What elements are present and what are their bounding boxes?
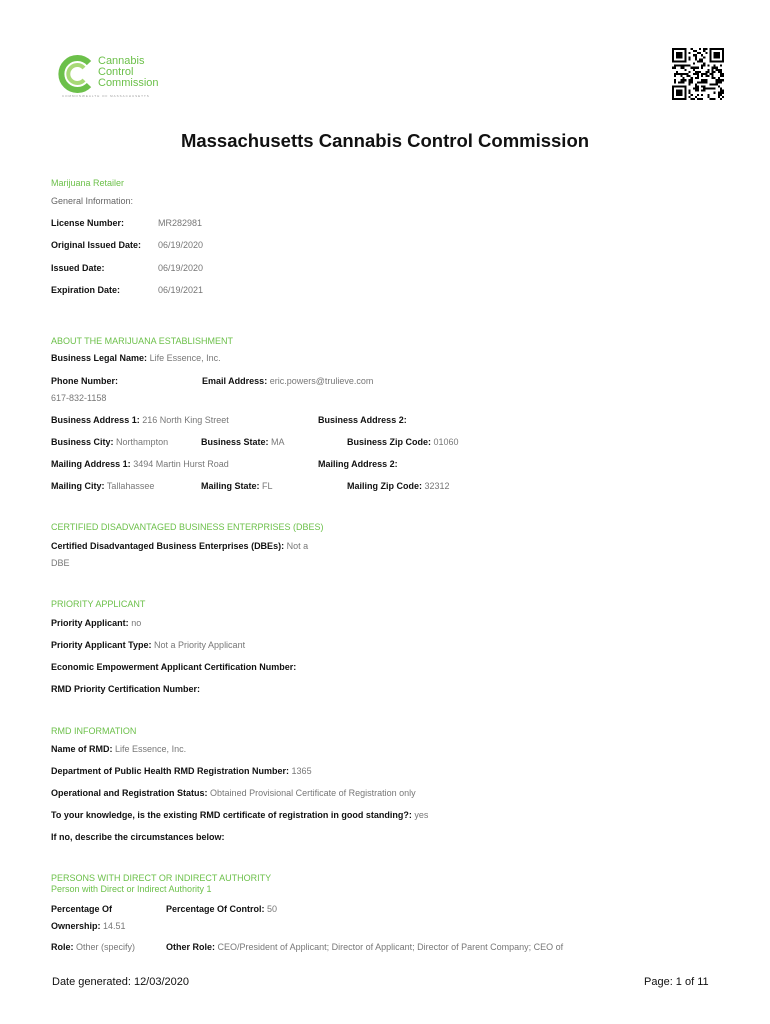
license-type: Marijuana Retailer [51,178,125,188]
rmd-name-row: Name of RMD: Life Essence, Inc. [51,744,187,754]
business-city: Business City: Northampton [51,437,169,447]
business-address-2: Business Address 2: [318,415,407,425]
dbe-row: Certified Disadvantaged Business Enterprises (DBEs): Not a [51,541,309,551]
issued-date-label: Issued Date: [51,263,105,273]
phone-row: Phone Number: [51,376,119,386]
role-row: Role: Other (specify) [51,942,136,952]
email-row: Email Address: eric.powers@trulieve.com [202,376,374,386]
priority-type-row: Priority Applicant Type: Not a Priority Applicant [51,640,246,650]
dbe-heading: CERTIFIED DISADVANTAGED BUSINESS ENTERPRISES (DBES) [51,522,324,532]
license-number-value: MR282981 [158,218,203,228]
other-role-row: Other Role: CEO/President of Applicant; Director of Applicant; Director of Parent Company; CEO of [166,942,564,952]
rmd-registration-row: Department of Public Health RMD Registration Number: 1365 [51,766,312,776]
business-address-1: Business Address 1: 216 North King Street [51,415,229,425]
rmd-status-row: Operational and Registration Status: Obtained Provisional Certificate of Registration only [51,788,416,798]
expiration-date-value: 06/19/2021 [158,285,204,295]
mailing-zip: Mailing Zip Code: 32312 [347,481,450,491]
original-date-value: 06/19/2020 [158,240,204,250]
phone-value: 617-832-1158 [51,393,107,403]
ownership-row: Ownership: 14.51 [51,921,126,931]
general-info-heading: General Information: [51,196,134,206]
rmd-priority-row: RMD Priority Certification Number: [51,684,201,694]
logo-wordmark: Cannabis Control Commission [98,55,159,89]
priority-heading: PRIORITY APPLICANT [51,599,146,609]
establishment-heading: ABOUT THE MARIJUANA ESTABLISHMENT [51,336,234,346]
logo-tagline: COMMONWEALTH OF MASSACHUSETTS [62,94,150,98]
date-generated: Date generated: 12/03/2020 [52,976,190,988]
mailing-address-1: Mailing Address 1: 3494 Martin Hurst Road [51,459,229,469]
mailing-address-2: Mailing Address 2: [318,459,398,469]
page-number: Page: 1 of 11 [644,976,709,988]
legal-name-row: Business Legal Name: Life Essence, Inc. [51,353,221,363]
dbe-value-cont: DBE [51,558,70,568]
expiration-date-label: Expiration Date: [51,285,121,295]
rmd-standing-row: To your knowledge, is the existing RMD certificate of registration in good standing?: yes [51,810,429,820]
mailing-city: Mailing City: Tallahassee [51,481,155,491]
ccc-logo [56,52,186,100]
person-1-subheading: Person with Direct or Indirect Authority 1 [51,884,212,894]
priority-applicant-row: Priority Applicant: no [51,618,142,628]
rmd-heading: RMD INFORMATION [51,726,137,736]
license-number-label: License Number: [51,218,125,228]
ccc-logo-icon [56,54,96,94]
eea-number-row: Economic Empowerment Applicant Certification Number: [51,662,297,672]
rmd-circumstances-row: If no, describe the circumstances below: [51,832,225,842]
ownership-label: Percentage Of [51,904,113,914]
control-row: Percentage Of Control: 50 [166,904,278,914]
original-date-label: Original Issued Date: [51,240,142,250]
business-state: Business State: MA [201,437,285,447]
qr-code-icon [672,48,724,100]
page-title: Massachusetts Cannabis Control Commission [180,130,590,151]
persons-heading: PERSONS WITH DIRECT OR INDIRECT AUTHORITY [51,873,272,883]
business-zip: Business Zip Code: 01060 [347,437,459,447]
mailing-state: Mailing State: FL [201,481,273,491]
issued-date-value: 06/19/2020 [158,263,204,273]
